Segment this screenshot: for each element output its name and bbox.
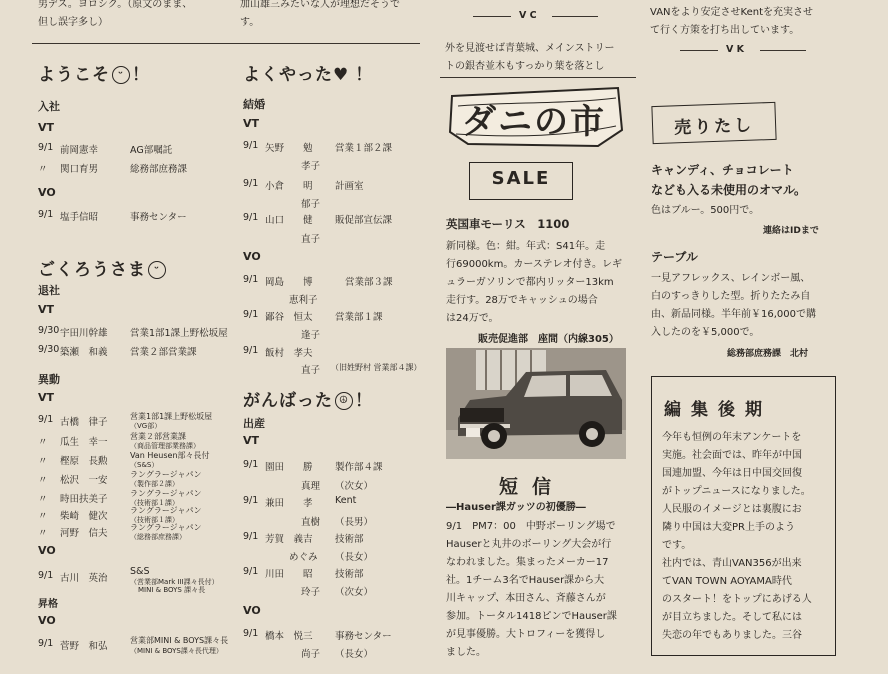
row-dept: ラングラージャパン [130, 489, 202, 498]
row-note: （営業部Mark III課々長付） [130, 578, 219, 586]
row-name: 芳賀 義吉 [265, 534, 313, 545]
table-contact: 総務部庶務課 北村 [727, 349, 809, 359]
row-date: 9/1 [38, 209, 54, 220]
row-spouse: 逢子 [301, 330, 321, 341]
row-name: 園田 勝 [265, 462, 313, 473]
row-date: 9/1 [243, 309, 259, 320]
row-name: 古川 英治 [60, 573, 108, 584]
row-child: 尚子 [301, 649, 321, 660]
welcome-vt-label: VT [38, 121, 55, 134]
top-left-line1: 男デス。ヨロシク。（原文のまま、 [38, 0, 193, 10]
row-dept: AG部嘱託 [130, 145, 173, 156]
row-name: 時田扶美子 [60, 494, 108, 505]
editor-text-line: てVAN TOWN AOYAMA時代 [662, 576, 792, 587]
editor-text-line: 今年も恒例の年末アンケートを [662, 432, 802, 443]
marriage-vt-label: VT [243, 117, 260, 130]
candy-line1: キャンディ、チョコレート [651, 163, 794, 177]
row-date: 9/1 [38, 570, 54, 581]
welcome-exclaim: ！ [132, 65, 150, 85]
row-relation: （次女） [335, 587, 374, 598]
row-dept: 計画室 [335, 181, 364, 192]
vk-dash-right [760, 50, 806, 51]
row-dept: ラングラージャパン [130, 523, 202, 532]
didbest-exclaim: ！ [355, 391, 373, 411]
row-note: （商品管理部業務課） [130, 442, 200, 450]
editor-text-line: 人民服のイメージとは裏腹にお [662, 504, 802, 515]
candy-line3: 色はブルー。500円で。 [651, 205, 760, 216]
row-name: 岡島 博 [265, 277, 313, 288]
row-note: （VG部） [130, 422, 162, 430]
editor-text-line: のスタート！をトップにあげる人 [662, 594, 812, 605]
farewell-title-text: ごくろうさま [38, 260, 146, 280]
row-date: 9/30 [38, 325, 60, 336]
row-name: 飯村 孝夫 [265, 348, 313, 359]
row-date: 9/1 [243, 345, 259, 356]
vk-text-line1: VANをより安定させKentを充実させ [650, 7, 813, 18]
row-dept: 営業１部２課 [335, 143, 393, 154]
farewell-category: 退社 [38, 284, 60, 297]
top-divider [32, 43, 420, 44]
row-date: 9/1 [38, 414, 54, 425]
top-left-line2: 但し誤字多し） [38, 17, 108, 28]
frown-face-icon: ᵕ [148, 261, 166, 279]
row-name: 塩手信昭 [60, 212, 99, 223]
row-dept: 営業２部営業課 [130, 432, 186, 441]
car-icon [446, 348, 626, 459]
row-date: 9/1 [38, 142, 54, 153]
row-name: 前岡憲幸 [60, 145, 99, 156]
row-dept: 技術部 [335, 569, 364, 580]
birth-category: 出産 [243, 417, 265, 430]
transfer-category: 異動 [38, 373, 60, 386]
row-relation: （長女） [335, 649, 374, 660]
row-dept: 営業1部1課上野松坂屋 [130, 412, 213, 421]
row-dept: 営業２部営業課 [130, 347, 197, 358]
row-spouse: 直子 [301, 365, 321, 376]
row-date: 9/1 [243, 495, 259, 506]
row-date: 〃 [38, 164, 48, 175]
row-note: （S&S） [130, 461, 159, 469]
row-child: 玲子 [301, 587, 321, 598]
farewell-vt-label: VT [38, 303, 55, 316]
row-dept: 営業部３課 [345, 277, 393, 288]
row-name: 兼田 孝 [265, 498, 313, 509]
news-text-line: が見事優勝。大トロフィーを獲得し [446, 629, 606, 640]
transfer-vt-label: VT [38, 391, 55, 404]
welcome-vo-label: VO [38, 186, 56, 199]
row-name: 樫原 長勲 [60, 456, 108, 467]
row-date: 9/1 [243, 459, 259, 470]
sale-label: SALE [491, 168, 551, 189]
row-spouse: 孝子 [301, 161, 321, 172]
car-text-line: は24万で。 [446, 313, 499, 324]
table-text-line: 入したのを￥5,000で。 [651, 327, 760, 338]
candy-contact: 連絡はIDまで [763, 226, 819, 236]
birth-vt-label: VT [243, 434, 260, 447]
row-dept: Kent [335, 495, 357, 506]
news-text-line: 社。1チーム3名でHauser課から大 [446, 575, 605, 586]
row-name: 矢野 勉 [265, 143, 313, 154]
row-date: 9/1 [243, 274, 259, 285]
editor-text-line: 隣り中国は大変PR上手のよう [662, 522, 795, 533]
row-spouse: 郁子 [301, 199, 321, 210]
row-child: 真理 [301, 481, 321, 492]
row-name: 河野 信夫 [60, 528, 108, 539]
row-dept: 製作部４課 [335, 462, 383, 473]
row-date: 9/1 [243, 140, 259, 151]
row-dept: Van Heusen部々長付 [130, 451, 210, 460]
row-name: 関口育男 [60, 164, 99, 175]
editor-text-line: 失恋の年でもありました。三谷 [662, 630, 802, 641]
heart-icon: ♥ [333, 65, 350, 85]
row-dept: 総務部庶務課 [130, 164, 188, 175]
car-text-line: 走行す。28万でキャッシュの場合 [446, 295, 598, 306]
vc-signature: V C [519, 10, 537, 21]
table-text-line: 一見アフレックス、レインボー風、 [651, 273, 811, 284]
row-note: （総務部庶務課） [130, 533, 186, 541]
smile-face-icon: ᵕ [112, 66, 130, 84]
editor-box [651, 376, 836, 656]
row-note: MINI & BOYS 課々長 [138, 586, 206, 594]
car-text-line: 行69000km。カーステレオ付き。レギ [446, 259, 623, 270]
row-note: （MINI & BOYS課々長代理） [130, 647, 223, 655]
row-name: 川田 昭 [265, 569, 313, 580]
row-dept: S&S [130, 566, 150, 577]
row-relation: （長女） [335, 552, 374, 563]
welldone-title-text: よくやった [243, 65, 333, 85]
marriage-vo-label: VO [243, 250, 261, 263]
welcome-title-text: ようこそ [38, 65, 110, 85]
row-date: 〃 [38, 456, 48, 467]
row-name: 古橋 律子 [60, 417, 108, 428]
row-dept: 事務センター [130, 212, 187, 223]
transfer-vo-label: VO [38, 544, 56, 557]
welcome-category: 入社 [38, 100, 60, 113]
promotion-vo-label: VO [38, 614, 56, 627]
top-mid-line1: 加山雄三みたいな人が理想だそうで [240, 0, 400, 10]
welcome-title [38, 60, 150, 85]
news-text-line: 9/1 PM7：00 中野ボーリング場で [446, 521, 616, 532]
row-spouse: 恵利子 [289, 295, 318, 306]
for-sale-label: 売りたし [673, 115, 755, 139]
vc-dash-left [473, 16, 511, 17]
row-note: （旧姓野村 営業部４課） [331, 363, 422, 372]
row-date: 9/1 [243, 178, 259, 189]
row-relation: （次女） [335, 481, 374, 492]
row-child: めぐみ [289, 552, 318, 563]
row-dept: 販促部宣伝課 [335, 215, 393, 226]
news-title: 短信 [499, 476, 566, 498]
editor-text-line: 国連加盟、今年は日中国交回復 [662, 468, 802, 479]
editor-text-line: が目立ちました。そして私には [662, 612, 802, 623]
market-logo-text: ダニの市 [462, 102, 606, 142]
top-mid-line2: す。 [240, 17, 260, 28]
table-title: テーブル [651, 250, 698, 264]
didbest-title-text: がんばった [243, 391, 333, 411]
row-dept: 営業部１課 [335, 312, 383, 323]
row-date: 9/1 [243, 628, 259, 639]
vc-divider [440, 77, 636, 78]
row-name: 小倉 明 [265, 181, 313, 192]
marriage-category: 結婚 [243, 98, 265, 111]
birth-vo-label: VO [243, 604, 261, 617]
table-text-line: 由、新品同様。半年前￥16,000で購 [651, 309, 816, 320]
for-sale-box [651, 102, 776, 144]
car-title: 英国車モーリス 1100 [446, 217, 570, 231]
vk-text-line2: て行く方策を打ち出しています。 [650, 25, 800, 36]
row-name: 松沢 一安 [60, 475, 108, 486]
row-date: 9/1 [243, 566, 259, 577]
vk-signature: V K [726, 44, 745, 55]
car-photo [446, 348, 626, 459]
editor-text-line: 実施。社会面では、昨年が中国 [662, 450, 802, 461]
news-text-line: Hauserと丸井のボーリング大会が行 [446, 539, 612, 550]
row-date: 〃 [38, 475, 48, 486]
row-relation: （長男） [335, 517, 374, 528]
vc-text-line2: トの銀杏並木もすっかり葉を落とし [445, 61, 605, 72]
row-date: 9/1 [243, 212, 259, 223]
row-name: 橋本 悦三 [265, 631, 313, 642]
row-date: 9/1 [243, 531, 259, 542]
row-child: 直樹 [301, 517, 321, 528]
car-text-line: 新同様。色：紺。年式：S41年。走 [446, 241, 606, 252]
vk-dash-left [680, 50, 718, 51]
row-name: 瓜生 幸一 [60, 437, 108, 448]
welldone-title [243, 60, 373, 85]
row-dept: 事務センター [335, 631, 392, 642]
promotion-category: 昇格 [38, 599, 58, 610]
row-date: 〃 [38, 528, 48, 539]
row-dept: ラングラージャパン [130, 470, 202, 479]
welldone-exclaim: ！ [355, 65, 374, 85]
row-date: 〃 [38, 437, 48, 448]
vc-dash-right [552, 16, 598, 17]
didbest-title [243, 386, 373, 411]
farewell-title [38, 255, 168, 280]
row-name: 築瀬 和義 [60, 347, 108, 358]
row-spouse: 直子 [301, 234, 321, 245]
row-dept: 営業1部1課上野松坂屋 [130, 328, 228, 339]
candy-line2: なども入る未使用のオマル。 [651, 183, 807, 197]
news-text-line: ました。 [446, 647, 486, 658]
news-text-line: 川キャップ、本田さん、斉藤さんが [446, 593, 606, 604]
row-date: 9/1 [38, 638, 54, 649]
row-dept: 技術部 [335, 534, 364, 545]
row-date: 9/30 [38, 344, 60, 355]
row-name: 山口 健 [265, 215, 313, 226]
market-logo [448, 86, 624, 148]
news-text-line: なわれました。集まったメーカー17 [446, 557, 609, 568]
row-dept: ラングラージャパン [130, 506, 202, 515]
row-note: （製作部２課） [130, 480, 179, 488]
editor-title: 編集後期 [664, 400, 772, 420]
row-date: 〃 [38, 511, 48, 522]
editor-text-line: がトップニュースになりました。 [662, 486, 811, 497]
row-name: 鄙谷 恒太 [265, 312, 313, 323]
row-note: （技術部１課） [130, 516, 179, 524]
row-dept: 営業部MINI & BOYS課々長 [130, 636, 229, 645]
row-name: 宇田川幹雄 [60, 328, 108, 339]
editor-text-line: 社内では、青山VAN356が出来 [662, 558, 802, 569]
row-date: 〃 [38, 494, 48, 505]
car-text-line: ュラーガソリンで都内リッター13km [446, 277, 614, 288]
table-text-line: 白のすっきりした型。折りたたみ自 [651, 291, 811, 302]
peace-icon: ☮ [335, 392, 353, 410]
news-text-line: 参加。トータル1418ピンでHauser課 [446, 611, 617, 622]
editor-text-line: です。 [662, 540, 692, 551]
vc-text-line1: 外を見渡せば青葉城、メインストリー [445, 43, 615, 54]
news-subtitle: ―Hauser課ガッツの初優勝― [446, 502, 586, 513]
row-name: 柴崎 健次 [60, 511, 108, 522]
car-contact: 販売促進部 座間（内線305） [478, 334, 619, 345]
row-name: 菅野 和弘 [60, 641, 108, 652]
row-note: （技術部１課） [130, 499, 179, 507]
sale-box [469, 162, 573, 200]
